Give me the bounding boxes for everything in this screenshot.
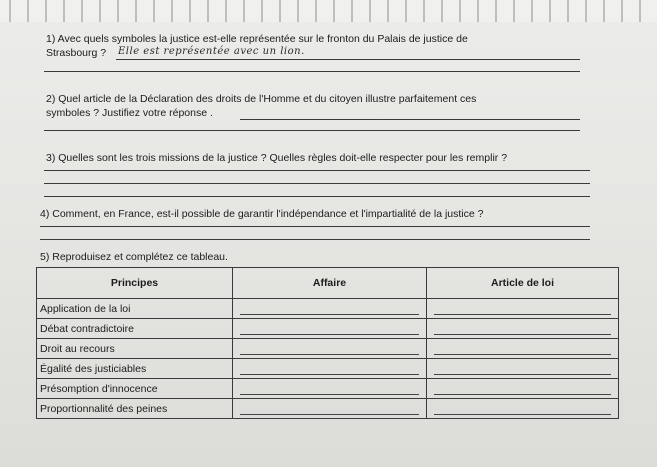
article-cell[interactable] <box>427 359 619 379</box>
answer-line <box>116 59 580 60</box>
question-1-line-2: Strasbourg ? <box>46 47 107 59</box>
question-2-line-2: symboles ? Justifiez votre réponse . <box>46 107 213 119</box>
table-header-row <box>37 268 619 299</box>
fill-in-line <box>240 302 419 315</box>
answer-line <box>240 119 580 120</box>
column-header-principes: Principes <box>37 268 233 299</box>
principle-cell: Application de la loi <box>37 299 233 319</box>
fill-in-line <box>434 382 611 395</box>
fill-in-line <box>434 342 611 355</box>
question-5-line-1: 5) Reproduisez et complétez ce tableau. <box>40 251 228 263</box>
notebook-binding <box>0 0 657 22</box>
fill-in-line <box>434 302 611 315</box>
fill-in-line <box>240 402 419 415</box>
fill-in-line <box>240 342 419 355</box>
answer-line <box>44 183 590 184</box>
principles-table <box>36 267 619 419</box>
column-header-article-de-loi: Article de loi <box>427 268 619 299</box>
fill-in-line <box>240 382 419 395</box>
table-row <box>37 399 619 419</box>
answer-line <box>40 226 590 227</box>
affaire-cell[interactable] <box>233 339 427 359</box>
table-row <box>37 319 619 339</box>
answer-line <box>44 130 580 131</box>
principle-cell: Égalité des justiciables <box>37 359 233 379</box>
principle-cell: Proportionnalité des peines <box>37 399 233 419</box>
fill-in-line <box>434 322 611 335</box>
table-row <box>37 339 619 359</box>
question-1-handwritten-answer: Elle est représentée avec un lion. <box>118 46 305 57</box>
column-header-affaire: Affaire <box>233 268 427 299</box>
table-row <box>37 379 619 399</box>
principle-cell: Droit au recours <box>37 339 233 359</box>
principle-cell: Débat contradictoire <box>37 319 233 339</box>
article-cell[interactable] <box>427 379 619 399</box>
fill-in-line <box>434 402 611 415</box>
affaire-cell[interactable] <box>233 319 427 339</box>
principle-cell: Présomption d'innocence <box>37 379 233 399</box>
affaire-cell[interactable] <box>233 299 427 319</box>
answer-line <box>44 196 590 197</box>
article-cell[interactable] <box>427 319 619 339</box>
question-3-line-1: 3) Quelles sont les trois missions de la justice ? Quelles règles doit-elle respecter pour les remplir ? <box>46 152 508 164</box>
answer-line <box>44 71 580 72</box>
fill-in-line <box>434 362 611 375</box>
affaire-cell[interactable] <box>233 359 427 379</box>
affaire-cell[interactable] <box>233 399 427 419</box>
article-cell[interactable] <box>427 339 619 359</box>
table-row <box>37 359 619 379</box>
article-cell[interactable] <box>427 399 619 419</box>
answer-line <box>40 239 590 240</box>
answer-line <box>44 170 590 171</box>
fill-in-line <box>240 322 419 335</box>
affaire-cell[interactable] <box>233 379 427 399</box>
table-row <box>37 299 619 319</box>
question-4-line-1: 4) Comment, en France, est-il possible de garantir l'indépendance et l'impartialité de la justice ? <box>40 208 484 220</box>
question-1-line-1: 1) Avec quels symboles la justice est-elle représentée sur le fronton du Palais de justice de <box>46 33 468 45</box>
article-cell[interactable] <box>427 299 619 319</box>
fill-in-line <box>240 362 419 375</box>
question-2-line-1: 2) Quel article de la Déclaration des droits de l'Homme et du citoyen illustre parfaitement ces <box>46 93 477 105</box>
